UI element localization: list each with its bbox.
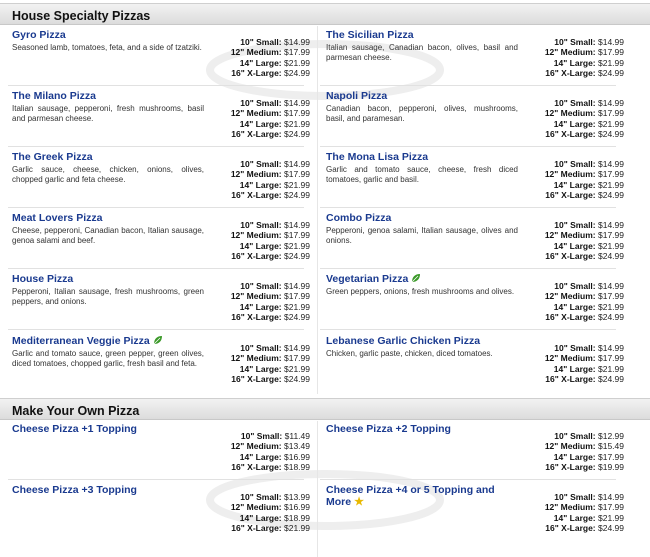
- row-divider: [320, 268, 616, 269]
- price-row: [231, 431, 310, 441]
- size-label: 14" Large:: [553, 240, 596, 251]
- price-row: [231, 462, 310, 472]
- price-value: $21.99: [284, 57, 310, 68]
- menu-item[interactable]: [326, 271, 624, 322]
- price-value: $24.99: [598, 128, 624, 139]
- size-label: 12" Medium:: [230, 353, 282, 364]
- row-divider: [8, 268, 304, 269]
- price-row: [545, 343, 624, 353]
- size-label: 14" Large:: [239, 512, 282, 523]
- price-row: [545, 312, 624, 322]
- menu-item[interactable]: [326, 88, 624, 139]
- menu-item[interactable]: [326, 421, 624, 472]
- price-value: $24.99: [284, 311, 310, 322]
- price-row: [231, 523, 310, 533]
- price-value: $24.99: [598, 67, 624, 78]
- item-name-text: Vegetarian Pizza: [326, 273, 409, 285]
- price-row: [545, 281, 624, 291]
- price-row: [231, 492, 310, 502]
- price-value: $17.99: [598, 47, 624, 58]
- price-value: $21.99: [598, 363, 624, 374]
- price-value: $24.99: [598, 250, 624, 261]
- price-list: [545, 37, 624, 78]
- menu-item[interactable]: [12, 271, 310, 322]
- size-label: 14" Large:: [553, 118, 596, 129]
- size-label: 10" Small:: [240, 281, 282, 291]
- row-divider: [8, 207, 304, 208]
- size-label: 10" Small:: [554, 37, 596, 47]
- price-value: $13.49: [284, 441, 310, 452]
- size-label: 14" Large:: [239, 240, 282, 251]
- price-row: [545, 452, 624, 462]
- size-label: 16" X-Large:: [231, 128, 282, 139]
- price-list: [231, 431, 310, 472]
- price-row: [545, 241, 624, 251]
- star-icon: ★: [354, 496, 364, 508]
- item-name: [12, 423, 192, 435]
- price-row: [231, 374, 310, 384]
- size-label: 10" Small:: [240, 220, 282, 230]
- price-row: [545, 302, 624, 312]
- price-list: [231, 159, 310, 200]
- size-label: 12" Medium:: [544, 230, 596, 241]
- menu-item[interactable]: [12, 333, 310, 384]
- price-row: [231, 502, 310, 512]
- price-row: [545, 364, 624, 374]
- price-row: [231, 251, 310, 261]
- price-value: $21.99: [284, 522, 310, 533]
- row-divider: [8, 146, 304, 147]
- price-value: $18.99: [284, 461, 310, 472]
- size-label: 16" X-Large:: [231, 189, 282, 200]
- menu-item[interactable]: [12, 482, 310, 533]
- price-value: $17.99: [284, 169, 310, 180]
- size-label: 10" Small:: [554, 281, 596, 291]
- menu-item[interactable]: [326, 27, 624, 78]
- size-label: 16" X-Large:: [545, 128, 596, 139]
- price-value: $21.99: [284, 301, 310, 312]
- price-row: [231, 513, 310, 523]
- item-description: Garlic and tomato sauce, green pepper, green olives, diced tomatoes, chopped garlic, fresh basil and feta.: [12, 349, 204, 368]
- row-divider: [8, 85, 304, 86]
- price-row: [231, 220, 310, 230]
- item-name-text: Cheese Pizza +2 Topping: [326, 423, 451, 435]
- price-row: [545, 462, 624, 472]
- price-row: [545, 431, 624, 441]
- size-label: 12" Medium:: [544, 291, 596, 302]
- price-row: [231, 343, 310, 353]
- row-divider: [320, 207, 616, 208]
- size-label: 16" X-Large:: [545, 189, 596, 200]
- price-value: $21.99: [284, 363, 310, 374]
- price-row: [231, 180, 310, 190]
- price-row: [545, 47, 624, 57]
- item-name: [12, 484, 192, 496]
- size-label: 12" Medium:: [230, 47, 282, 58]
- price-row: [231, 129, 310, 139]
- price-value: $24.99: [284, 128, 310, 139]
- price-list: [231, 98, 310, 139]
- price-row: [231, 452, 310, 462]
- item-description: Green peppers, onions, fresh mushrooms and olives.: [326, 287, 515, 296]
- size-label: 12" Medium:: [230, 169, 282, 180]
- price-list: [545, 281, 624, 322]
- price-row: [545, 58, 624, 68]
- price-list: [231, 343, 310, 384]
- size-label: 14" Large:: [239, 301, 282, 312]
- price-value: $17.99: [598, 502, 624, 513]
- item-description: Garlic sauce, cheese, chicken, onions, olives, chopped garlic and feta cheese.: [12, 165, 204, 184]
- price-row: [545, 108, 624, 118]
- menu-item[interactable]: [12, 421, 310, 472]
- price-value: $21.99: [284, 179, 310, 190]
- price-row: [231, 441, 310, 451]
- size-label: 16" X-Large:: [545, 250, 596, 261]
- item-name: [326, 484, 506, 508]
- item-name-text: The Sicilian Pizza: [326, 29, 414, 41]
- price-row: [545, 68, 624, 78]
- price-value: $14.99: [284, 220, 310, 230]
- item-description: Garlic and tomato sauce, cheese, fresh diced tomatoes, garlic and basil.: [326, 165, 518, 184]
- size-label: 12" Medium:: [230, 108, 282, 119]
- size-label: 14" Large:: [553, 179, 596, 190]
- size-label: 12" Medium:: [544, 47, 596, 58]
- price-value: $16.99: [284, 451, 310, 462]
- section-header-make-your-own: Make Your Own Pizza: [0, 398, 650, 420]
- size-label: 16" X-Large:: [231, 373, 282, 384]
- size-label: 10" Small:: [240, 159, 282, 169]
- price-value: $17.99: [598, 230, 624, 241]
- price-row: [231, 119, 310, 129]
- price-value: $14.99: [598, 159, 624, 169]
- price-row: [545, 502, 624, 512]
- price-value: $21.99: [598, 240, 624, 251]
- price-value: $21.99: [284, 118, 310, 129]
- price-value: $18.99: [284, 512, 310, 523]
- price-value: $24.99: [598, 522, 624, 533]
- price-row: [545, 374, 624, 384]
- menu-item[interactable]: [12, 149, 310, 200]
- size-label: 12" Medium:: [544, 353, 596, 364]
- item-description: Seasoned lamb, tomatoes, feta, and a side of tzatziki.: [12, 43, 202, 52]
- price-list: [545, 220, 624, 261]
- price-row: [545, 230, 624, 240]
- item-name-text: Cheese Pizza +4 or 5 Topping and More: [326, 484, 495, 508]
- price-value: $17.99: [284, 47, 310, 58]
- price-row: [231, 37, 310, 47]
- size-label: 12" Medium:: [544, 108, 596, 119]
- price-value: $17.99: [284, 353, 310, 364]
- price-row: [545, 523, 624, 533]
- price-row: [231, 291, 310, 301]
- size-label: 14" Large:: [553, 301, 596, 312]
- price-row: [231, 190, 310, 200]
- price-value: $14.99: [284, 159, 310, 169]
- size-label: 10" Small:: [554, 343, 596, 353]
- row-divider: [320, 146, 616, 147]
- item-description: Canadian bacon, pepperoni, olives, mushrooms, basil, and paramesan.: [326, 104, 518, 123]
- size-label: 16" X-Large:: [545, 311, 596, 322]
- item-description: Pepperoni, Italian sausage, fresh mushrooms, green peppers, and onions.: [12, 287, 204, 306]
- price-value: $16.99: [284, 502, 310, 513]
- price-list: [545, 98, 624, 139]
- size-label: 16" X-Large:: [545, 67, 596, 78]
- price-list: [231, 37, 310, 78]
- price-value: $14.99: [598, 343, 624, 353]
- price-value: $14.99: [284, 343, 310, 353]
- item-description: Chicken, garlic paste, chicken, diced tomatoes.: [326, 349, 493, 358]
- menu-item[interactable]: [12, 27, 310, 78]
- price-row: [231, 58, 310, 68]
- item-description: Italian sausage, pepperoni, fresh mushrooms, basil and parmesan cheese.: [12, 104, 204, 123]
- price-list: [545, 492, 624, 533]
- price-row: [545, 251, 624, 261]
- item-name-text: Meat Lovers Pizza: [12, 212, 103, 224]
- size-label: 10" Small:: [554, 220, 596, 230]
- price-row: [231, 312, 310, 322]
- size-label: 14" Large:: [239, 451, 282, 462]
- price-row: [231, 281, 310, 291]
- item-name-text: Mediterranean Veggie Pizza: [12, 335, 150, 347]
- price-row: [545, 291, 624, 301]
- size-label: 14" Large:: [239, 179, 282, 190]
- price-value: $13.99: [284, 492, 310, 502]
- price-value: $17.99: [598, 353, 624, 364]
- price-value: $24.99: [284, 250, 310, 261]
- price-value: $24.99: [598, 311, 624, 322]
- price-value: $14.99: [598, 98, 624, 108]
- price-value: $17.99: [284, 291, 310, 302]
- size-label: 16" X-Large:: [231, 311, 282, 322]
- menu-item[interactable]: [326, 482, 624, 533]
- item-name-text: Cheese Pizza +3 Topping: [12, 484, 137, 496]
- size-label: 14" Large:: [239, 118, 282, 129]
- size-label: 14" Large:: [553, 512, 596, 523]
- price-row: [231, 302, 310, 312]
- price-row: [545, 180, 624, 190]
- price-value: $14.99: [284, 98, 310, 108]
- size-label: 12" Medium:: [230, 502, 282, 513]
- price-value: $24.99: [284, 67, 310, 78]
- row-divider: [320, 329, 616, 330]
- price-row: [545, 37, 624, 47]
- row-divider: [8, 329, 304, 330]
- price-row: [545, 441, 624, 451]
- item-name-text: House Pizza: [12, 273, 74, 285]
- price-value: $17.99: [284, 230, 310, 241]
- column-divider-2: [317, 421, 318, 557]
- price-row: [231, 364, 310, 374]
- size-label: 16" X-Large:: [231, 522, 282, 533]
- price-list: [231, 281, 310, 322]
- price-row: [231, 353, 310, 363]
- row-divider: [320, 479, 616, 480]
- price-value: $19.99: [598, 461, 624, 472]
- size-label: 10" Small:: [240, 492, 282, 502]
- size-label: 12" Medium:: [544, 502, 596, 513]
- size-label: 16" X-Large:: [545, 461, 596, 472]
- size-label: 12" Medium:: [544, 441, 596, 452]
- item-name-text: Lebanese Garlic Chicken Pizza: [326, 335, 481, 347]
- price-list: [231, 220, 310, 261]
- item-name: [326, 423, 506, 435]
- price-value: $17.99: [598, 169, 624, 180]
- price-value: $24.99: [598, 373, 624, 384]
- price-value: $14.99: [284, 281, 310, 291]
- column-divider: [317, 26, 318, 394]
- size-label: 12" Medium:: [230, 230, 282, 241]
- price-row: [231, 68, 310, 78]
- price-row: [545, 492, 624, 502]
- item-description: Italian sausage, Canadian bacon, olives, basil and parmesan cheese.: [326, 43, 518, 62]
- size-label: 16" X-Large:: [231, 67, 282, 78]
- item-description: Pepperoni, genoa salami, Italian sausage, olives and onions.: [326, 226, 518, 245]
- size-label: 14" Large:: [553, 363, 596, 374]
- size-label: 16" X-Large:: [545, 522, 596, 533]
- price-row: [545, 129, 624, 139]
- item-name-text: Napoli Pizza: [326, 90, 388, 102]
- price-value: $24.99: [284, 189, 310, 200]
- size-label: 10" Small:: [554, 159, 596, 169]
- price-row: [545, 513, 624, 523]
- price-row: [545, 119, 624, 129]
- item-name-text: Gyro Pizza: [12, 29, 66, 41]
- price-value: $14.99: [284, 37, 310, 47]
- price-list: [545, 159, 624, 200]
- price-value: $17.99: [598, 291, 624, 302]
- size-label: 10" Small:: [554, 431, 596, 441]
- size-label: 12" Medium:: [230, 291, 282, 302]
- price-value: $14.99: [598, 492, 624, 502]
- price-row: [231, 108, 310, 118]
- item-name-text: Cheese Pizza +1 Topping: [12, 423, 137, 435]
- vegetarian-leaf-icon: [153, 335, 163, 345]
- price-row: [545, 220, 624, 230]
- price-row: [231, 47, 310, 57]
- price-value: $21.99: [598, 57, 624, 68]
- price-value: $21.99: [598, 179, 624, 190]
- price-row: [231, 241, 310, 251]
- size-label: 14" Large:: [239, 363, 282, 374]
- menu-item[interactable]: [12, 210, 310, 261]
- item-name-text: Combo Pizza: [326, 212, 392, 224]
- price-value: $21.99: [284, 240, 310, 251]
- price-row: [231, 169, 310, 179]
- price-value: $21.99: [598, 301, 624, 312]
- price-row: [231, 159, 310, 169]
- size-label: 12" Medium:: [544, 169, 596, 180]
- size-label: 10" Small:: [240, 37, 282, 47]
- item-name-text: The Milano Pizza: [12, 90, 97, 102]
- row-divider: [320, 85, 616, 86]
- size-label: 14" Large:: [239, 57, 282, 68]
- price-value: $24.99: [284, 373, 310, 384]
- price-row: [545, 190, 624, 200]
- size-label: 16" X-Large:: [231, 250, 282, 261]
- price-row: [545, 353, 624, 363]
- price-row: [545, 169, 624, 179]
- menu-item[interactable]: [326, 210, 624, 261]
- price-row: [231, 98, 310, 108]
- price-value: $24.99: [598, 189, 624, 200]
- menu-item[interactable]: [326, 149, 624, 200]
- price-list: [545, 343, 624, 384]
- price-value: $14.99: [598, 37, 624, 47]
- price-row: [231, 230, 310, 240]
- size-label: 10" Small:: [554, 492, 596, 502]
- size-label: 10" Small:: [554, 98, 596, 108]
- size-label: 16" X-Large:: [545, 373, 596, 384]
- price-value: $14.99: [598, 281, 624, 291]
- size-label: 10" Small:: [240, 431, 283, 441]
- item-description: Cheese, pepperoni, Canadian bacon, Italian sausage, genoa salami and beef.: [12, 226, 204, 245]
- item-name-text: The Mona Lisa Pizza: [326, 151, 429, 163]
- vegetarian-leaf-icon: [411, 273, 421, 283]
- size-label: 12" Medium:: [230, 441, 282, 452]
- size-label: 14" Large:: [553, 451, 596, 462]
- item-name-text: The Greek Pizza: [12, 151, 93, 163]
- price-value: $11.49: [284, 431, 310, 441]
- price-value: $12.99: [598, 431, 624, 441]
- price-list: [545, 431, 624, 472]
- size-label: 10" Small:: [240, 98, 282, 108]
- price-list: [231, 492, 310, 533]
- price-row: [545, 159, 624, 169]
- price-value: $14.99: [598, 220, 624, 230]
- menu-item[interactable]: [12, 88, 310, 139]
- menu-item[interactable]: [326, 333, 624, 384]
- size-label: 16" X-Large:: [231, 461, 282, 472]
- price-value: $15.49: [598, 441, 624, 452]
- price-value: $21.99: [598, 512, 624, 523]
- row-divider: [8, 479, 304, 480]
- size-label: 14" Large:: [553, 57, 596, 68]
- section-header-specialty: House Specialty Pizzas: [0, 3, 650, 25]
- price-value: $17.99: [284, 108, 310, 119]
- price-value: $17.99: [598, 108, 624, 119]
- size-label: 10" Small:: [240, 343, 282, 353]
- price-row: [545, 98, 624, 108]
- price-value: $17.99: [598, 451, 624, 462]
- price-value: $21.99: [598, 118, 624, 129]
